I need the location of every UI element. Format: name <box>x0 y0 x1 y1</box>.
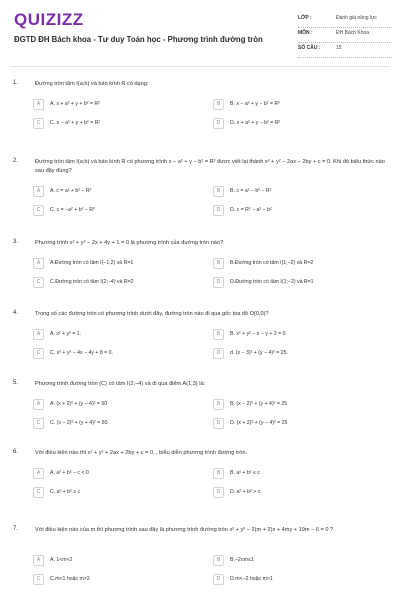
option-text: B. c = a² − b² − R² <box>230 188 272 194</box>
option-letter-box[interactable]: C <box>33 118 44 129</box>
meta-value: ĐH Bách Khoa <box>336 30 370 36</box>
option-letter-box[interactable]: A <box>33 99 44 110</box>
meta-key: LỚP : <box>298 15 312 21</box>
option-text: C. (x − 2)² + (y + 4)² = 50. <box>50 420 109 426</box>
option-a[interactable] <box>33 186 203 198</box>
option-b[interactable] <box>213 555 383 567</box>
option-letter-box[interactable]: A <box>33 186 44 197</box>
option-letter-box[interactable]: C <box>33 348 44 359</box>
option-c[interactable] <box>33 277 203 289</box>
option-letter-box[interactable]: C <box>33 277 44 288</box>
option-text: C. c = −a² + b² − R² <box>50 207 95 213</box>
option-b[interactable] <box>213 399 383 411</box>
option-b[interactable] <box>213 329 383 341</box>
option-letter-box[interactable]: A <box>33 329 44 340</box>
option-d[interactable] <box>213 574 383 586</box>
option-letter-box[interactable]: B <box>213 99 224 110</box>
option-b[interactable] <box>213 99 383 111</box>
meta-key: SỐ CÂU : <box>298 45 321 51</box>
option-a[interactable] <box>33 329 203 341</box>
option-a[interactable] <box>33 258 203 270</box>
option-text: D. a² + b² > c <box>230 489 261 495</box>
option-text: D.m<−2 hoặc m>1 <box>230 576 273 582</box>
option-c[interactable] <box>33 418 203 430</box>
option-text: A. c = a² + b² − R² <box>50 188 92 194</box>
question-number: 3. <box>13 239 19 245</box>
option-d[interactable] <box>213 418 383 430</box>
option-letter-box[interactable]: C <box>33 418 44 429</box>
option-letter-box[interactable]: C <box>33 487 44 498</box>
question-number: 7. <box>13 526 19 532</box>
question-number: 6. <box>13 449 19 455</box>
option-text: C. x − a² + y + b² = R² <box>50 120 101 126</box>
meta-row-count <box>298 43 392 58</box>
question-text: Phương trình x² + y² − 2x + 4y + 1 = 0 là phương trình của đường tròn nào? <box>35 240 224 246</box>
option-text: A.Đường tròn có tâm I(−1;2) và R=1 <box>50 260 134 266</box>
option-c[interactable] <box>33 348 203 360</box>
option-text: B.Đường tròn có tâm I(1;−2) và R=2 <box>230 260 314 266</box>
option-letter-box[interactable]: D <box>213 118 224 129</box>
option-text: C. a² + b² ≥ c <box>50 489 81 495</box>
option-letter-box[interactable]: B <box>213 258 224 269</box>
worksheet-meta <box>298 13 392 58</box>
option-c[interactable] <box>33 118 203 130</box>
option-d[interactable] <box>213 348 383 360</box>
option-text: B. (x − 2)² + (y + 4)² = 25 <box>230 401 288 407</box>
option-letter-box[interactable]: C <box>33 574 44 585</box>
option-text: C.Đường tròn có tâm I(2;−4) và R=2 <box>50 279 134 285</box>
question-number: 1. <box>13 80 19 86</box>
quizizz-logo: QUIZIZZ <box>14 10 84 29</box>
option-text: B.−2≤m≤1 <box>230 557 254 563</box>
option-letter-box[interactable]: A <box>33 555 44 566</box>
question-text: Với điều kiện nào thì x² + y² + 2ax + 2by + c = 0, , biểu diễn phương trình đường tròn. <box>35 450 248 456</box>
option-text: D. c = R² − a² − b² <box>230 207 272 213</box>
meta-row-subject <box>298 28 392 43</box>
worksheet-title: ĐGTD ĐH Bách khoa - Tư duy Toán học - Phương trình đường tròn <box>14 35 263 44</box>
option-text: A. x² + y² = 1. <box>50 331 82 337</box>
meta-value: Đánh giá năng lực <box>336 15 377 21</box>
option-text: A. a² + b² − c < 0 <box>50 470 89 476</box>
meta-row-class <box>298 13 392 28</box>
option-letter-box[interactable]: A <box>33 468 44 479</box>
option-text: A. x + a² + y + b² = R² <box>50 101 100 107</box>
option-text: B. a² + b² ≤ c <box>230 470 260 476</box>
option-a[interactable] <box>33 555 203 567</box>
option-c[interactable] <box>33 487 203 499</box>
meta-value: 15 <box>336 45 342 51</box>
question-number: 4. <box>13 310 19 316</box>
option-letter-box[interactable]: B <box>213 186 224 197</box>
option-letter-box[interactable]: B <box>213 399 224 410</box>
option-letter-box[interactable]: D <box>213 574 224 585</box>
option-d[interactable] <box>213 118 383 130</box>
meta-key: MÔN : <box>298 30 313 36</box>
question-text: Với điều kiện nào của m thì phương trình sau đây là phương trình đường tròn x² + y² − 2(m + 2)x + 4my + 19m − 6 = 0 ? <box>35 527 334 533</box>
option-d[interactable] <box>213 205 383 217</box>
option-c[interactable] <box>33 205 203 217</box>
option-text: D. (x + 2)² + (y − 4)² = 25 <box>230 420 288 426</box>
option-letter-box[interactable]: D <box>213 348 224 359</box>
option-d[interactable] <box>213 277 383 289</box>
option-letter-box[interactable]: B <box>213 329 224 340</box>
question-text: Đường tròn tâm I(a;b) và bán kính R có dạng: <box>35 81 149 87</box>
option-letter-box[interactable]: C <box>33 205 44 216</box>
option-text: A. 1<m<2 <box>50 557 73 563</box>
question-number: 2. <box>13 158 19 164</box>
option-letter-box[interactable]: A <box>33 399 44 410</box>
meta-dotted-line <box>298 57 392 58</box>
option-text: A. (x + 2)² + (y − 4)² = 50 <box>50 401 108 407</box>
option-text: D.Đường tròn có tâm I(1;−2) và R=1 <box>230 279 314 285</box>
option-text: C. x² + y² − 4x − 4y + 8 = 0. <box>50 350 113 356</box>
question-number: 5. <box>13 380 19 386</box>
option-text: d. (x − 3)² + (y − 4)² = 25. <box>230 350 288 356</box>
option-letter-box[interactable]: A <box>33 258 44 269</box>
option-letter-box[interactable]: B <box>213 555 224 566</box>
option-a[interactable] <box>33 99 203 111</box>
option-b[interactable] <box>213 258 383 270</box>
header-divider <box>10 66 390 67</box>
question-text: Trong số các đường tròn có phương trình dưới đây, đường tròn nào đi qua gốc tọa độ O(0,0)? <box>35 311 269 317</box>
option-letter-box[interactable]: B <box>213 468 224 479</box>
option-b[interactable] <box>213 186 383 198</box>
question-text: Phương trình đường tròn (C) có tâm I(2;−4) và đi qua điểm A(1;3) là: <box>35 381 206 387</box>
option-text: B. x − a² + y − b² = R² <box>230 101 280 107</box>
option-d[interactable] <box>213 487 383 499</box>
option-letter-box[interactable]: D <box>213 205 224 216</box>
option-text: C.m<1 hoặc m>2 <box>50 576 90 582</box>
option-c[interactable] <box>33 574 203 586</box>
option-a[interactable] <box>33 399 203 411</box>
option-a[interactable] <box>33 468 203 480</box>
option-text: D. x + a² + y − b² = R² <box>230 120 281 126</box>
option-text: B. x² + y² − x − y + 2 = 0 <box>230 331 286 337</box>
option-b[interactable] <box>213 468 383 480</box>
option-letter-box[interactable]: D <box>213 487 224 498</box>
question-text: Đường tròn tâm I(a;b) và bán kính R có phương trình x − a² + y − b² = R² được viết lại thành x² + y² − 2ax − 2by + c = 0. Khi đó biểu thức nào sau đây đúng? <box>35 159 385 174</box>
option-letter-box[interactable]: D <box>213 418 224 429</box>
worksheet-header <box>0 0 400 62</box>
option-letter-box[interactable]: D <box>213 277 224 288</box>
